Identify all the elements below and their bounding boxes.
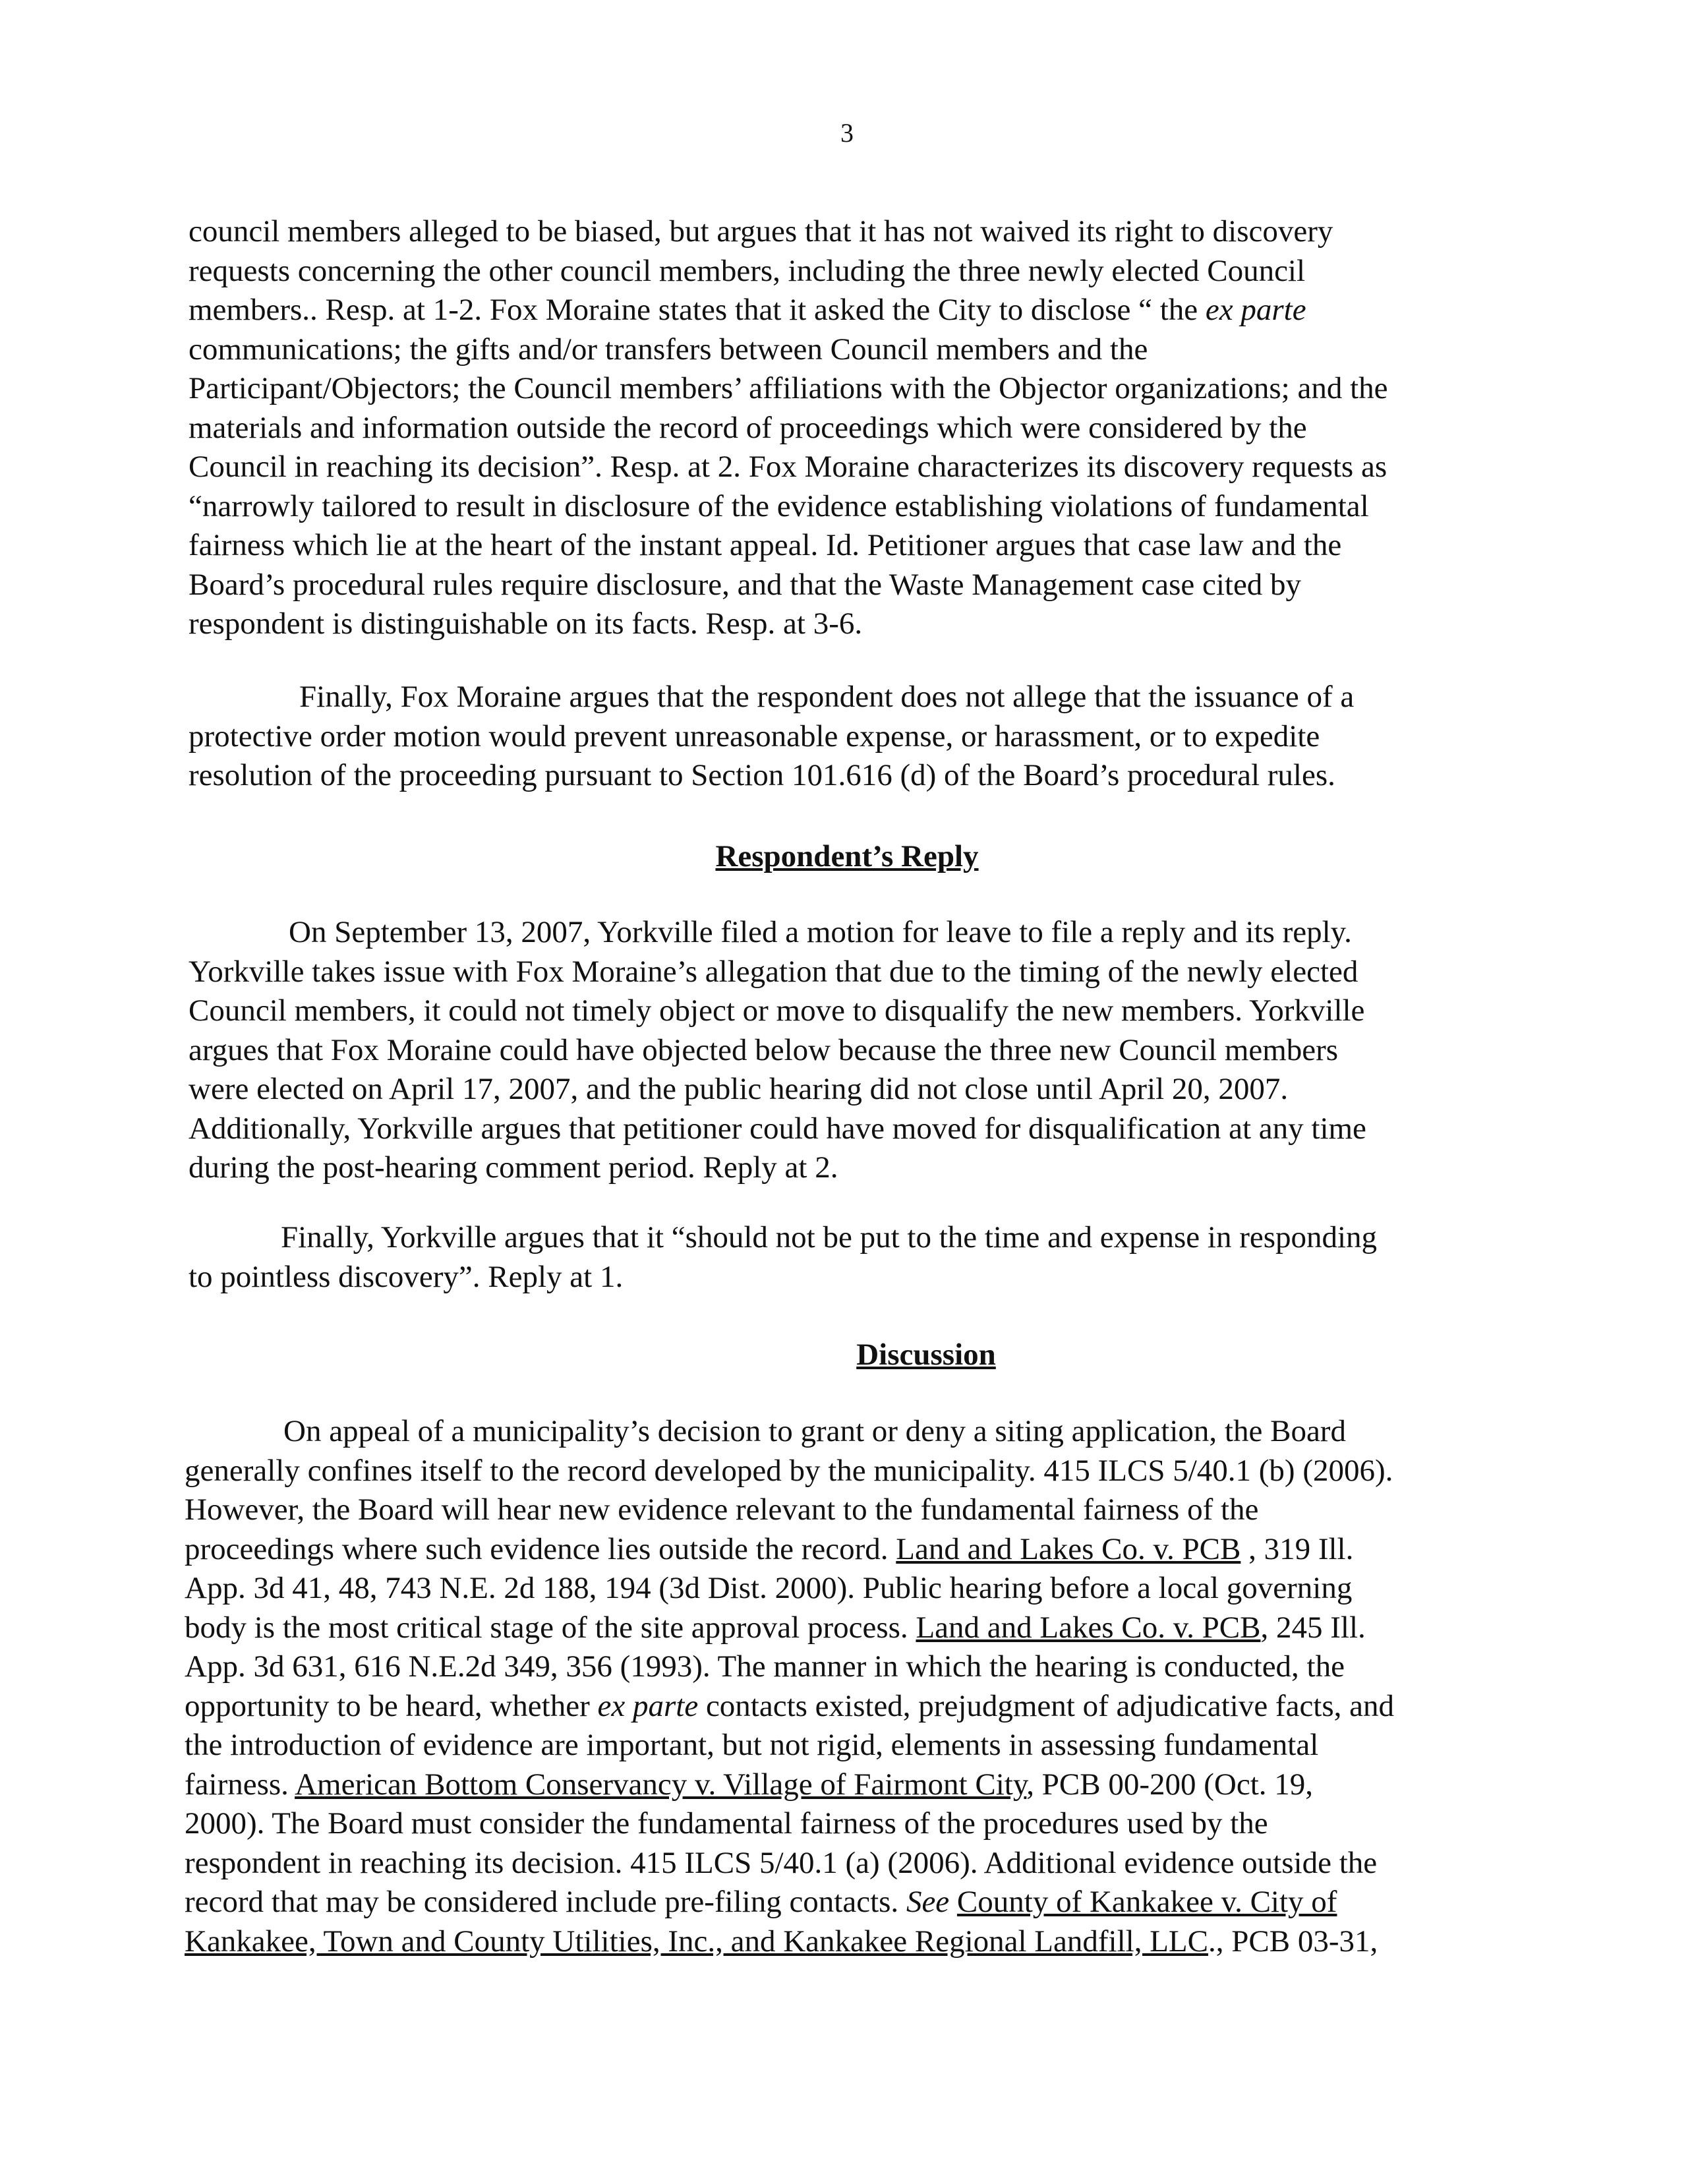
text-segment: body is the most critical stage of the site approval process. (185, 1610, 916, 1645)
paragraph-yorkville-finally (189, 1218, 1500, 1297)
text-line: requests concerning the other council members, including the three newly elected Council (189, 253, 1306, 288)
text-segment: contacts existed, prejudgment of adjudicative facts, and (698, 1688, 1395, 1723)
text-line: council members alleged to be biased, but argues that it has not waived its right to discovery (189, 214, 1333, 249)
text-line: Finally, Yorkville argues that it “should not be put to the time and expense in responding (281, 1220, 1378, 1254)
text-line: Council in reaching its decision”. Resp. at 2. Fox Moraine characterizes its discovery requests as (189, 450, 1387, 484)
case-citation: Land and Lakes Co. v. PCB (916, 1610, 1261, 1645)
text-line (185, 1687, 1496, 1727)
text-line: Participant/Objectors; the Council members’ affiliations with the Objector organizations; and the (189, 371, 1388, 405)
text-segment: record that may be considered include pre-filing contacts. (185, 1885, 906, 1919)
text-segment: members.. Resp. at 1-2. Fox Moraine states that it asked the City to disclose “ the (189, 293, 1206, 327)
text-line: fairness which lie at the heart of the instant appeal. Id. Petitioner argues that case law and the (189, 528, 1342, 562)
text-line (185, 1530, 1496, 1570)
text-line: communications; the gifts and/or transfers between Council members and the (189, 332, 1148, 367)
text-segment: , 319 Ill. (1241, 1531, 1354, 1566)
text-line: materials and information outside the record of proceedings which were considered by the (189, 410, 1307, 445)
text-line: the introduction of evidence are important, but not rigid, elements in assessing fundamental (185, 1728, 1319, 1762)
text-line: argues that Fox Moraine could have objected below because the three new Council members (189, 1032, 1339, 1067)
text-line (185, 1608, 1496, 1648)
text-line: Finally, Fox Moraine argues that the respondent does not allege that the issuance of a (299, 680, 1355, 714)
heading-respondents-reply: Respondent’s Reply (715, 839, 979, 873)
text-line (189, 291, 1500, 330)
text-line: “narrowly tailored to result in disclosure of the evidence establishing violations of fundamental (189, 488, 1369, 523)
paragraph-discussion (185, 1412, 1496, 1961)
text-line (185, 1922, 1496, 1962)
text-line: to pointless discovery”. Reply at 1. (189, 1259, 624, 1294)
paragraph-fox-moraine-finally (189, 678, 1500, 796)
text-line: Additionally, Yorkville argues that petitioner could have moved for disqualification at any time (189, 1111, 1366, 1146)
italic-term: See (906, 1885, 950, 1919)
text-line (185, 1765, 1496, 1805)
text-line: protective order motion would prevent unreasonable expense, or harassment, or to expedite (189, 719, 1320, 753)
text-line (185, 1883, 1496, 1922)
text-line: resolution of the proceeding pursuant to Section 101.616 (d) of the Board’s procedural rules. (189, 758, 1335, 792)
text-segment: ., PCB 03-31, (1208, 1924, 1378, 1959)
paragraph-fox-moraine-response (189, 212, 1500, 644)
text-segment: fairness. (185, 1767, 295, 1802)
italic-term: ex parte (597, 1688, 699, 1723)
case-citation: County of Kankakee v. City of (956, 1885, 1337, 1919)
text-line: generally confines itself to the record developed by the municipality. 415 ILCS 5/40.1 (b) (2006). (185, 1453, 1393, 1488)
text-segment (949, 1885, 957, 1919)
text-line: 2000). The Board must consider the fundamental fairness of the procedures used by the (185, 1806, 1268, 1841)
text-line: respondent in reaching its decision. 415 ILCS 5/40.1 (a) (2006). Additional evidence outside the (185, 1845, 1378, 1880)
text-line: Yorkville takes issue with Fox Moraine’s allegation that due to the timing of the newly elected (189, 954, 1358, 989)
text-line: Board’s procedural rules require disclosure, and that the Waste Management case cited by (189, 567, 1302, 602)
text-line: However, the Board will hear new evidence relevant to the fundamental fairness of the (185, 1492, 1259, 1527)
text-line: were elected on April 17, 2007, and the public hearing did not close until April 20, 2007. (189, 1072, 1289, 1106)
text-line: On appeal of a municipality’s decision to grant or deny a siting application, the Board (283, 1414, 1346, 1448)
text-line: Council members, it could not timely object or move to disqualify the new members. Yorkville (189, 993, 1365, 1028)
text-segment: proceedings where such evidence lies outside the record. (185, 1531, 896, 1566)
text-segment: opportunity to be heard, whether (185, 1688, 598, 1723)
text-line: App. 3d 41, 48, 743 N.E. 2d 188, 194 (3d Dist. 2000). Public hearing before a local governing (185, 1571, 1353, 1605)
paragraph-yorkville-reply (189, 913, 1500, 1188)
text-line: respondent is distinguishable on its facts. Resp. at 3-6. (189, 606, 863, 641)
page-number: 3 (840, 118, 854, 148)
text-segment: , 245 Ill. (1260, 1610, 1366, 1645)
text-line: App. 3d 631, 616 N.E.2d 349, 356 (1993). The manner in which the hearing is conducted, the (185, 1649, 1345, 1684)
case-citation: Kankakee, Town and County Utilities, Inc., and Kankakee Regional Landfill, LLC (185, 1924, 1208, 1959)
heading-discussion: Discussion (856, 1338, 996, 1372)
case-citation: American Bottom Conservancy v. Village of Fairmont City (295, 1767, 1027, 1802)
text-line: On September 13, 2007, Yorkville filed a motion for leave to file a reply and its reply. (289, 915, 1352, 949)
case-citation: Land and Lakes Co. v. PCB (896, 1531, 1241, 1566)
text-line: during the post-hearing comment period. Reply at 2. (189, 1150, 838, 1185)
italic-term: ex parte (1205, 293, 1306, 327)
text-segment: , PCB 00-200 (Oct. 19, (1026, 1767, 1314, 1802)
